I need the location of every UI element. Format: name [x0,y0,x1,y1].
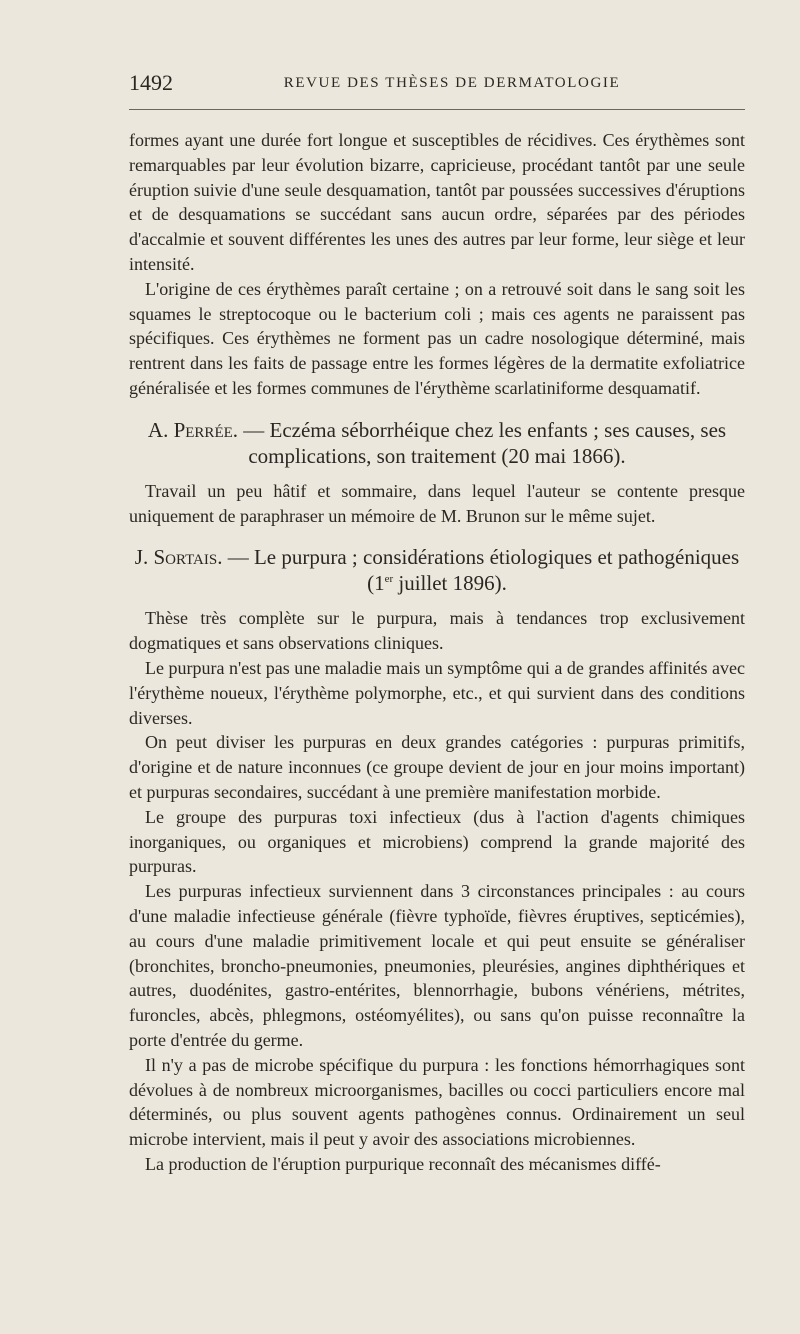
body-paragraph: formes ayant une durée fort longue et susceptibles de récidives. Ces érythèmes sont remarquables par leur évolution bizarre, capricieuse, procédant tantôt par une seule éruption suivie d'une seule desquamation, tantôt par poussées successives d'éruptions et de desquamations se succédant sans aucun ordre, séparées par des périodes d'accalmie et souvent différentes les unes des autres par leur forme, leur siège et leur intensité. [129,130,745,274]
entry-paragraph: Le purpura n'est pas une maladie mais un symptôme qui a de grandes affinités avec l'érythème noueux, l'érythème polymorphe, etc., et qui survient dans des conditions diverses. [129,657,745,728]
page-body [129,128,745,1177]
entry-title: — Eczéma séborrhéique chez les enfants ; ses causes, ses complications, son traitement (20 mai 1866). [238,417,727,468]
entry-author: J. Sortais. [134,545,223,570]
running-title: REVUE DES THÈSES DE DERMATOLOGIE [283,75,621,91]
entry-paragraph: Travail un peu hâtif et sommaire, dans lequel l'auteur se contente presque uniquement de paraphraser un mémoire de M. Brunon sur le même sujet. [129,480,745,526]
entry-paragraph: La production de l'éruption purpurique reconnaît des mécanismes diffé- [145,1153,661,1174]
entry-title-superscript: er [384,573,394,586]
entry-author: A. Perrée. [147,417,239,442]
entry-title: — Le purpura ; considérations étiologiques et pathogéniques (1 [222,545,740,596]
page-header [129,70,745,104]
entry-paragraph: Le groupe des purpuras toxi infectieux (dus à l'action d'agents chimiques inorganiques, ou organiques et microbiens) comprend la grande majorité des purpuras. [129,806,745,877]
body-paragraph: L'origine de ces érythèmes paraît certaine ; on a retrouvé soit dans le sang soit les squames le streptocoque ou le bacterium coli ; mais ces agents ne paraissent pas spécifiques. Ces érythèmes ne forment pas un cadre nosologique déterminé, mais rentrent dans les faits de passage entre les formes légères de la dermatite exfoliatrice généralisée et les formes communes de l'érythème scarlatiniforme desquamatif. [129,278,745,398]
entry-title: juillet 1896). [393,571,507,596]
page-number: 1492 [129,70,173,95]
header-rule [129,109,745,110]
entry-paragraph: Les purpuras infectieux surviennent dans 3 circonstances principales : au cours d'une maladie infectieuse générale (fièvre typhoïde, fièvres éruptives, septicémies), au cours d'une maladie primitivement locale et qui peut ensuite se généraliser (bronchites, broncho-pneumonies, pneumonies, pleurésies, angines diphthériques et autres, duodénites, gastro-entérites, blennorrhagie, bubons vénériens, métrites, furoncles, abcès, phlegmons, ostéomyélites), ou sans qu'on puisse reconnaître la porte d'entrée du germe. [129,881,745,1050]
entry-heading-sortais [129,544,745,596]
entry-paragraph: Il n'y a pas de microbe spécifique du purpura : les fonctions hémorrhagiques sont dévolues à de nombreux microorganismes, bacilles ou cocci particuliers encore mal déterminés, ou plus souvent agents pathogènes connus. Ordinairement un seul microbe intervient, mais il peut y avoir des associations microbiennes. [129,1054,745,1150]
entry-paragraph: On peut diviser les purpuras en deux grandes catégories : purpuras primitifs, d'origine et de nature inconnues (ce groupe devient de jour en jour moins important) et purpuras secondaires, succédant à une première manifestation morbide. [129,732,745,802]
entry-paragraph: Thèse très complète sur le purpura, mais à tendances trop exclusivement dogmatiques et sans observations cliniques. [129,608,745,654]
entry-heading-perree [129,417,745,469]
